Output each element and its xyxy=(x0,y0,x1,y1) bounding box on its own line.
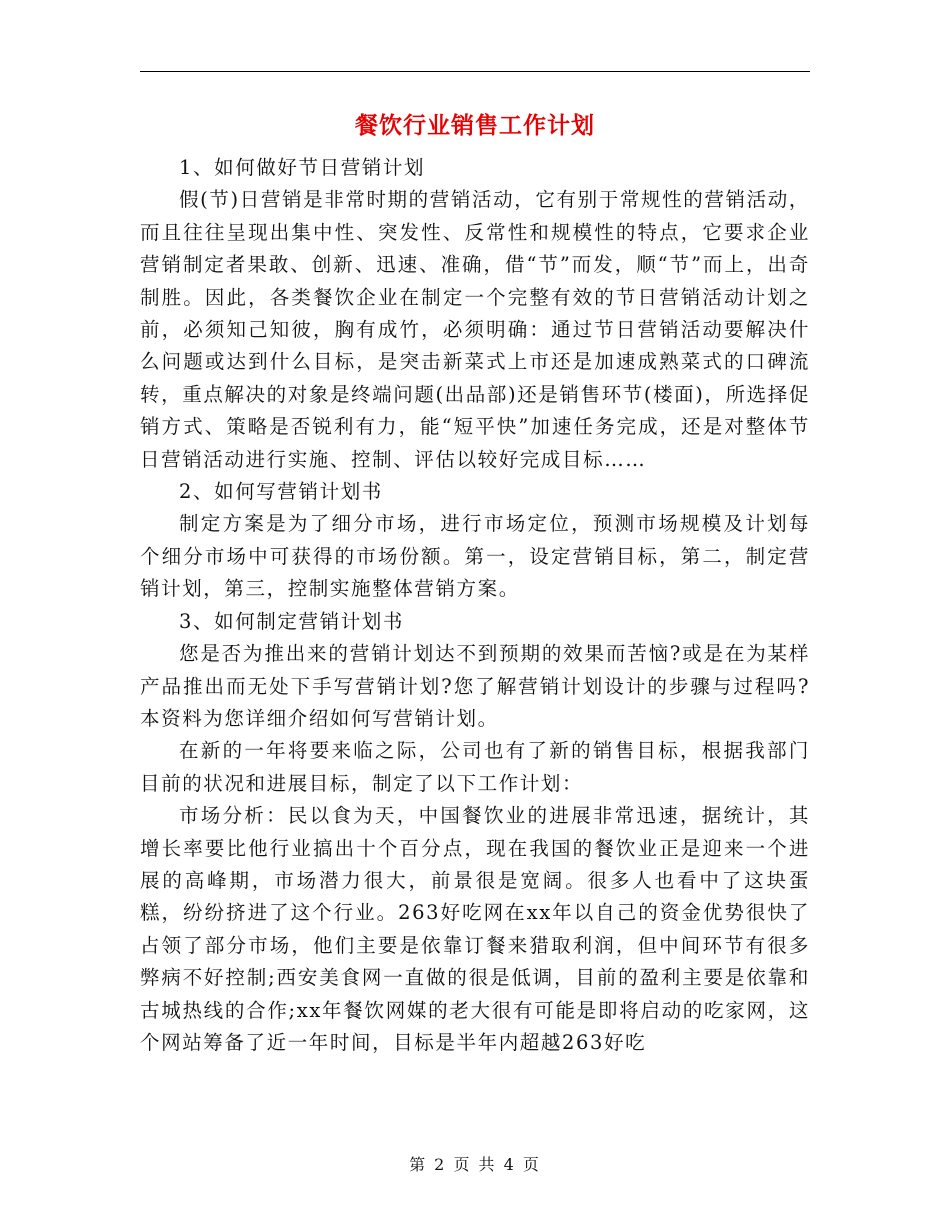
paragraph-holiday-marketing: 假(节)日营销是非常时期的营销活动，它有别于常规性的营销活动，而且往往呈现出集中性、突发性、反常性和规模性的特点，它要求企业营销制定者果敢、创新、迅速、准确，借“节”而发，顺“节”而上，出奇制胜。因此，各类餐饮企业在制定一个完整有效的节日营销活动计划之前，必须知己知彼，胸有成竹，必须明确：通过节日营销活动要解决什么问题或达到什么目标，是突击新菜式上市还是加速成熟菜式的口碑流转，重点解决的对象是终端问题(出品部)还是销售环节(楼面)，所选择促销方式、策略是否锐利有力，能“短平快”加速任务完成，还是对整体节日营销活动进行实施、控制、评估以较好完成目标…… xyxy=(140,188,810,471)
header-rule xyxy=(140,71,810,72)
document-title: 餐饮行业销售工作计划 xyxy=(355,112,595,139)
document-body xyxy=(140,152,810,1059)
paragraph-plan-writing: 制定方案是为了细分市场，进行市场定位，预测市场规模及计划每个细分市场中可获得的市场份额。第一，设定营销目标，第二，制定营销计划，第三，控制实施整体营销方案。 xyxy=(140,512,810,601)
section-heading-2: 2、如何写营销计划书 xyxy=(179,480,383,504)
paragraph-plan-intro: 您是否为推出来的营销计划达不到预期的效果而苦恼?或是在为某样产品推出而无处下手写营销计划?您了解营销计划设计的步骤与过程吗?本资料为您详细介绍如何写营销计划。 xyxy=(140,642,810,730)
paragraph-new-year-goal: 在新的一年将要来临之际，公司也有了新的销售目标，根据我部门目前的状况和进展目标，制定了以下工作计划： xyxy=(140,739,810,795)
section-heading-1: 1、如何做好节日营销计划 xyxy=(179,156,426,179)
section-heading-3: 3、如何制定营销计划书 xyxy=(179,609,405,633)
page-number-footer: 第 2 页 共 4 页 xyxy=(409,1155,541,1174)
paragraph-market-analysis: 市场分析：民以食为天，中国餐饮业的进展非常迅速，据统计，其增长率要比他行业搞出十个百分点，现在我国的餐饮业正是迎来一个进展的高峰期，市场潜力很大，前景很是宽阔。很多人也看中了这块蛋糕，纷纷挤进了这个行业。263好吃网在xx年以自己的资金优势很快了占领了部分市场，他们主要是依靠订餐来猎取利润，但中间环节有很多弊病不好控制;西安美食网一直做的很是低调，目前的盈利主要是依靠和古城热线的合作;xx年餐饮网媒的老大很有可能是即将启动的吃家网，这个网站筹备了近一年时间，目标是半年内超越263好吃 xyxy=(140,804,810,1054)
